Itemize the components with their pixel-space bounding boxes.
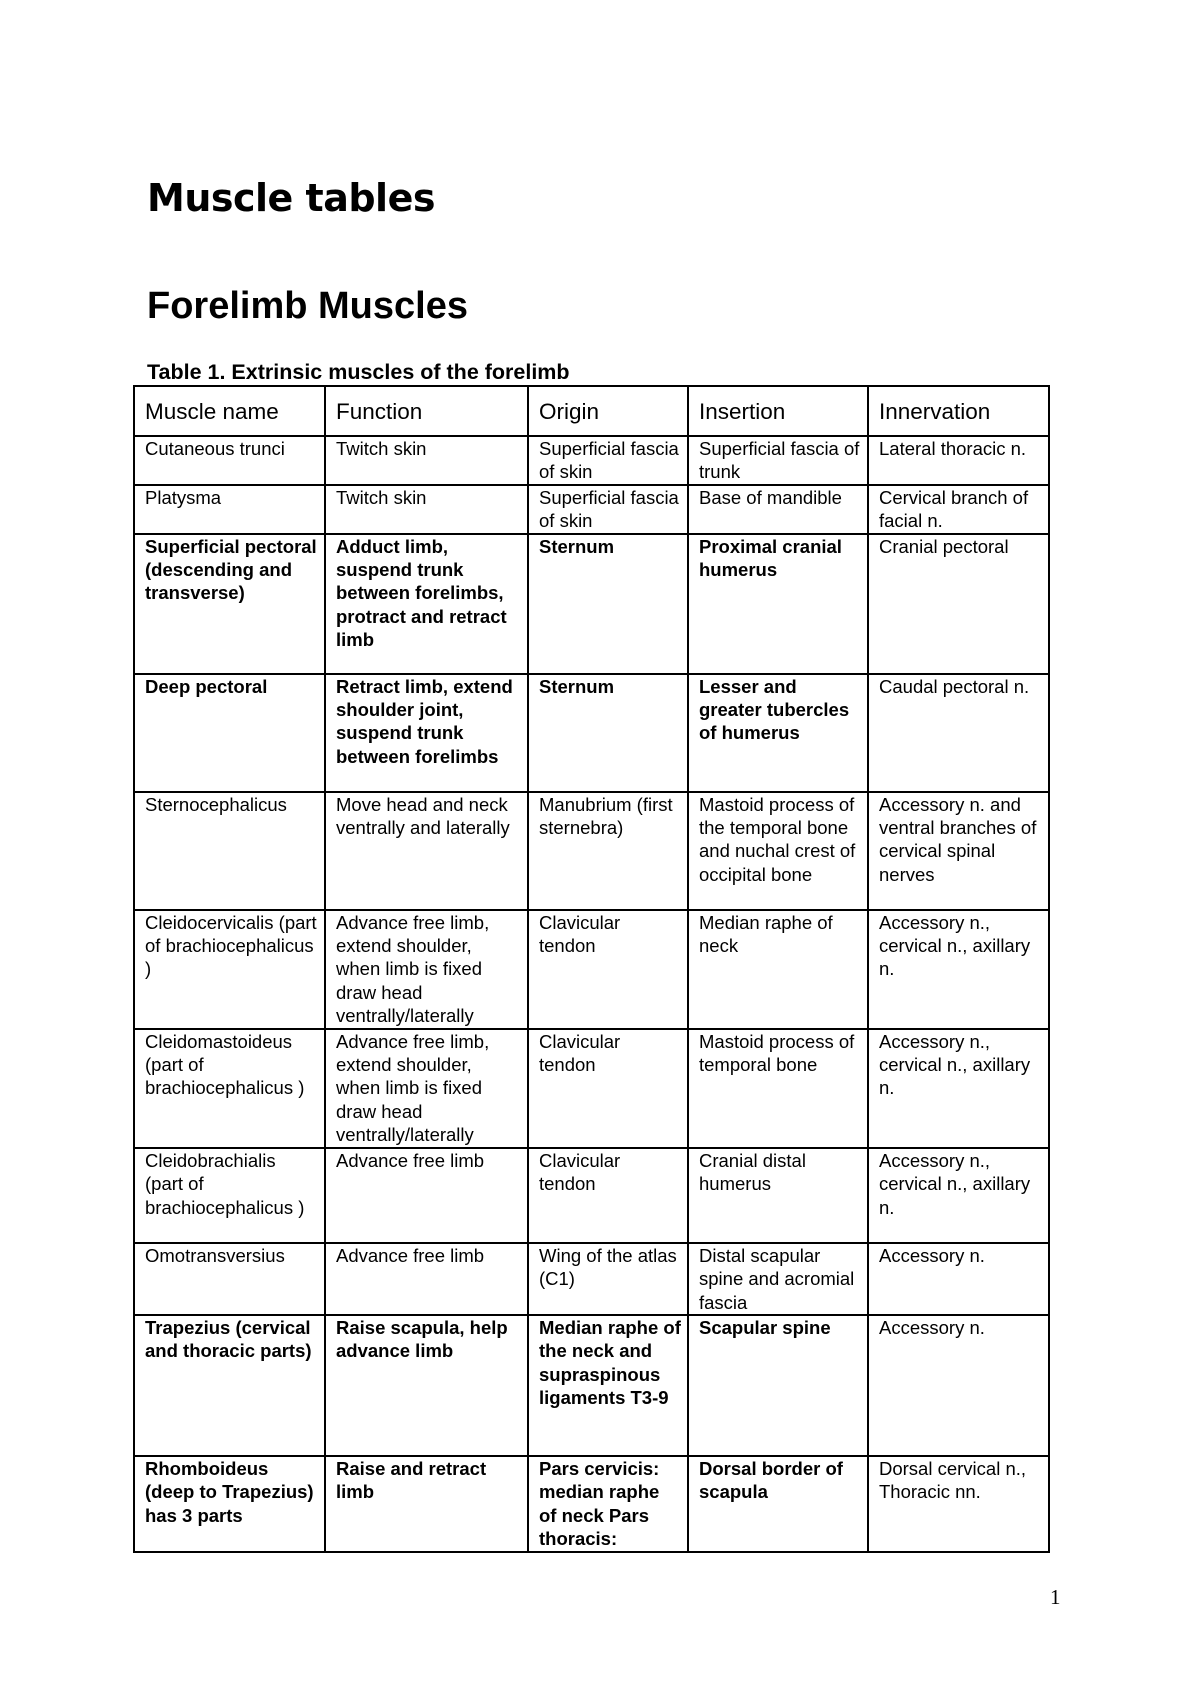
cell-innervation: Lateral thoracic n. bbox=[868, 436, 1049, 485]
cell-insertion: Base of mandible bbox=[688, 485, 868, 534]
table-row bbox=[134, 436, 1049, 485]
cell-function: Raise and retract limb bbox=[325, 1456, 528, 1552]
cell-innervation: Accessory n., cervical n., axillary n. bbox=[868, 1148, 1049, 1243]
cell-innervation: Caudal pectoral n. bbox=[868, 674, 1049, 792]
table-row bbox=[134, 674, 1049, 792]
cell-insertion: Mastoid process of the temporal bone and nuchal crest of occipital bone bbox=[688, 792, 868, 910]
cell-innervation: Accessory n. bbox=[868, 1243, 1049, 1315]
table-row bbox=[134, 1029, 1049, 1148]
cell-muscle-name: Deep pectoral bbox=[134, 674, 325, 792]
cell-insertion: Proximal cranial humerus bbox=[688, 534, 868, 674]
cell-insertion: Superficial fascia of trunk bbox=[688, 436, 868, 485]
cell-origin: Superficial fascia of skin bbox=[528, 436, 688, 485]
cell-muscle-name: Cleidocervicalis (part of brachiocephalicus ) bbox=[134, 910, 325, 1029]
cell-innervation: Accessory n., cervical n., axillary n. bbox=[868, 1029, 1049, 1148]
cell-function: Raise scapula, help advance limb bbox=[325, 1315, 528, 1456]
cell-origin: Clavicular tendon bbox=[528, 910, 688, 1029]
cell-origin: Median raphe of the neck and supraspinous ligaments T3-9 bbox=[528, 1315, 688, 1456]
cell-function: Advance free limb bbox=[325, 1148, 528, 1243]
cell-origin: Clavicular tendon bbox=[528, 1029, 688, 1148]
cell-muscle-name: Rhomboideus (deep to Trapezius) has 3 parts bbox=[134, 1456, 325, 1552]
cell-innervation: Accessory n. and ventral branches of cervical spinal nerves bbox=[868, 792, 1049, 910]
cell-origin: Sternum bbox=[528, 674, 688, 792]
section-heading: Forelimb Muscles bbox=[147, 285, 468, 327]
cell-origin: Clavicular tendon bbox=[528, 1148, 688, 1243]
cell-insertion: Cranial distal humerus bbox=[688, 1148, 868, 1243]
cell-insertion: Scapular spine bbox=[688, 1315, 868, 1456]
cell-insertion: Median raphe of neck bbox=[688, 910, 868, 1029]
header-insertion: Insertion bbox=[688, 386, 868, 436]
cell-function: Move head and neck ventrally and laterally bbox=[325, 792, 528, 910]
cell-innervation: Cranial pectoral bbox=[868, 534, 1049, 674]
table-row bbox=[134, 792, 1049, 910]
cell-origin: Sternum bbox=[528, 534, 688, 674]
table-row bbox=[134, 1148, 1049, 1243]
cell-function: Advance free limb bbox=[325, 1243, 528, 1315]
table-row bbox=[134, 1315, 1049, 1456]
cell-muscle-name: Cutaneous trunci bbox=[134, 436, 325, 485]
cell-function: Advance free limb, extend shoulder, when limb is fixed draw head ventrally/laterally bbox=[325, 1029, 528, 1148]
table-row bbox=[134, 910, 1049, 1029]
cell-origin: Superficial fascia of skin bbox=[528, 485, 688, 534]
table-row bbox=[134, 1243, 1049, 1315]
cell-insertion: Distal scapular spine and acromial fascia bbox=[688, 1243, 868, 1315]
header-muscle-name: Muscle name bbox=[134, 386, 325, 436]
cell-function: Advance free limb, extend shoulder, when limb is fixed draw head ventrally/laterally bbox=[325, 910, 528, 1029]
cell-muscle-name: Omotransversius bbox=[134, 1243, 325, 1315]
cell-origin: Pars cervicis: median raphe of neck Pars thoracis: bbox=[528, 1456, 688, 1552]
extrinsic-muscles-table bbox=[133, 385, 1050, 1553]
table-caption: Table 1. Extrinsic muscles of the forelimb bbox=[147, 360, 570, 384]
page-number: 1 bbox=[1050, 1585, 1061, 1609]
table-row bbox=[134, 485, 1049, 534]
table-header-row bbox=[134, 386, 1049, 436]
cell-muscle-name: Trapezius (cervical and thoracic parts) bbox=[134, 1315, 325, 1456]
cell-innervation: Accessory n. bbox=[868, 1315, 1049, 1456]
table-row bbox=[134, 534, 1049, 674]
cell-insertion: Dorsal border of scapula bbox=[688, 1456, 868, 1552]
cell-function: Adduct limb, suspend trunk between forelimbs, protract and retract limb bbox=[325, 534, 528, 674]
header-origin: Origin bbox=[528, 386, 688, 436]
cell-muscle-name: Cleidobrachialis (part of brachiocephalicus ) bbox=[134, 1148, 325, 1243]
cell-muscle-name: Cleidomastoideus (part of brachiocephalicus ) bbox=[134, 1029, 325, 1148]
cell-muscle-name: Superficial pectoral (descending and transverse) bbox=[134, 534, 325, 674]
cell-function: Retract limb, extend shoulder joint, suspend trunk between forelimbs bbox=[325, 674, 528, 792]
header-innervation: Innervation bbox=[868, 386, 1049, 436]
cell-origin: Wing of the atlas (C1) bbox=[528, 1243, 688, 1315]
table-row bbox=[134, 1456, 1049, 1552]
cell-function: Twitch skin bbox=[325, 436, 528, 485]
header-function: Function bbox=[325, 386, 528, 436]
cell-insertion: Lesser and greater tubercles of humerus bbox=[688, 674, 868, 792]
cell-innervation: Cervical branch of facial n. bbox=[868, 485, 1049, 534]
document-title: Muscle tables bbox=[147, 176, 435, 220]
cell-insertion: Mastoid process of temporal bone bbox=[688, 1029, 868, 1148]
cell-muscle-name: Sternocephalicus bbox=[134, 792, 325, 910]
cell-innervation: Accessory n., cervical n., axillary n. bbox=[868, 910, 1049, 1029]
cell-muscle-name: Platysma bbox=[134, 485, 325, 534]
cell-function: Twitch skin bbox=[325, 485, 528, 534]
cell-innervation: Dorsal cervical n., Thoracic nn. bbox=[868, 1456, 1049, 1552]
cell-origin: Manubrium (first sternebra) bbox=[528, 792, 688, 910]
